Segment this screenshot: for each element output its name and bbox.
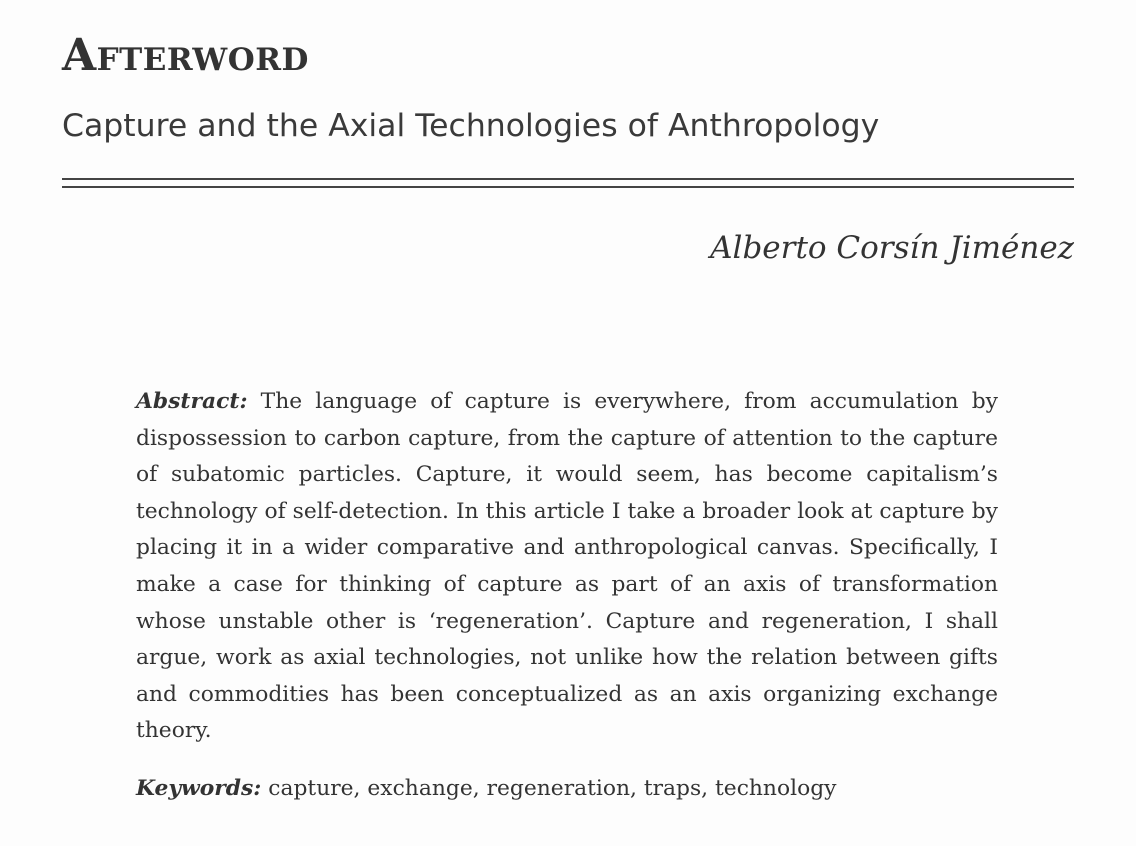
title-rule-bottom <box>62 186 1074 188</box>
keywords-label: Keywords: <box>136 776 262 801</box>
keywords-text: capture, exchange, regeneration, traps, technology <box>268 776 837 801</box>
title-rule-top <box>62 178 1074 180</box>
author-name: Alberto Corsín Jiménez <box>710 230 1074 266</box>
abstract-label: Abstract: <box>136 389 248 414</box>
keywords-line <box>136 776 836 801</box>
article-title: Capture and the Axial Technologies of Anthropology <box>62 108 880 144</box>
section-heading: Afterword <box>62 30 309 81</box>
abstract-paragraph <box>136 384 998 750</box>
abstract-text: The language of capture is everywhere, from accumulation by dispossession to carbon capture, from the capture of attention to the capture of subatomic particles. Capture, it would seem, has become capitalism’s technology of self-detection. In this article I take a broader look at capture by placing it in a wider comparative and anthropological canvas. Specifically, I make a case for thinking of capture as part of an axis of transformation whose unstable other is ‘regeneration’. Capture and regeneration, I shall argue, work as axial technologies, not unlike how the relation between gifts and commodities has been conceptualized as an axis organizing exchange theory. <box>136 389 998 744</box>
